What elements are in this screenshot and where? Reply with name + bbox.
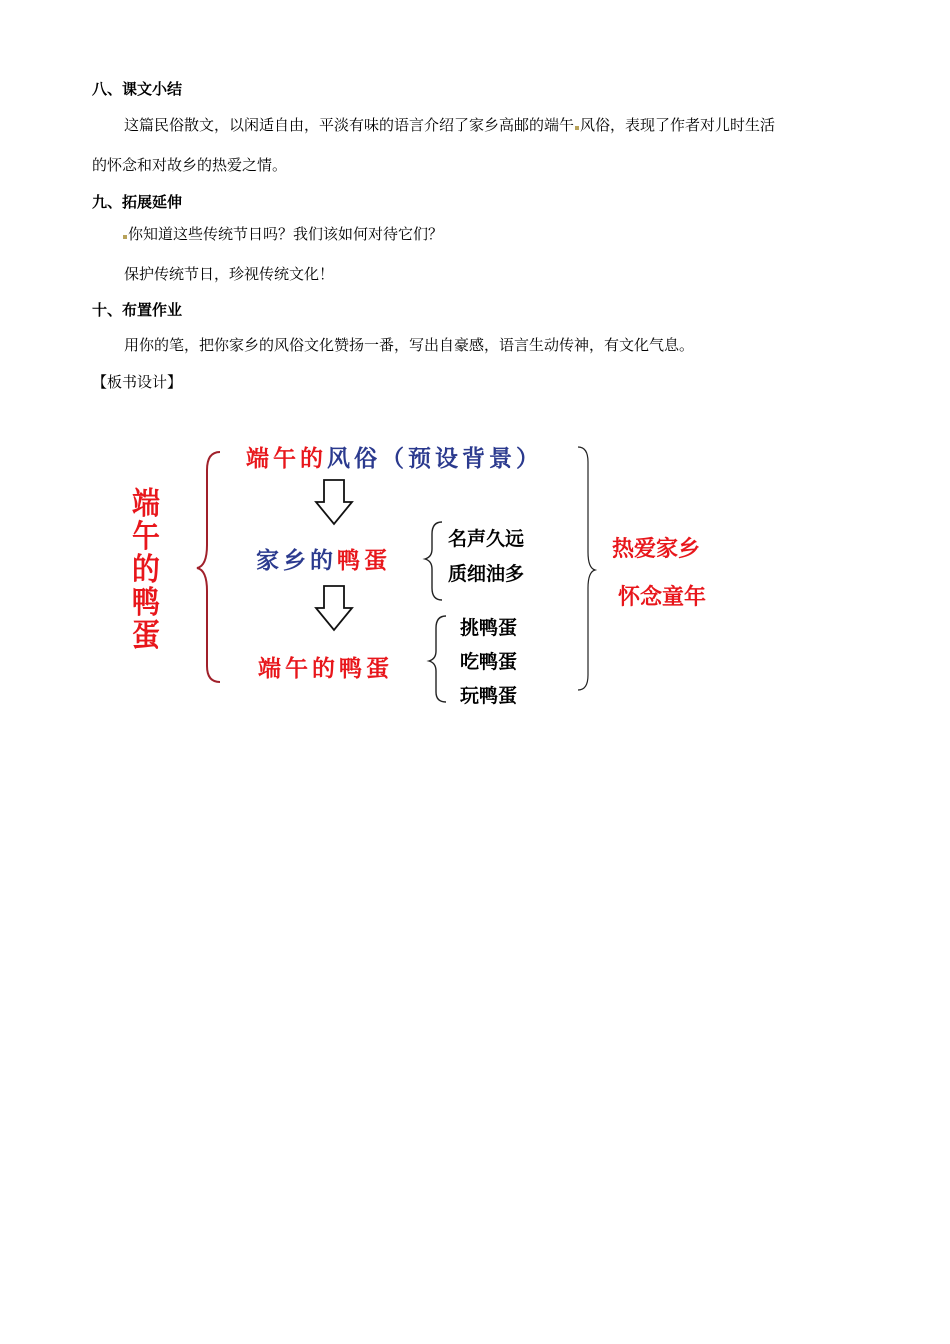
row-2-red-text: 鸭蛋	[337, 548, 391, 574]
down-arrow-2	[316, 586, 352, 630]
summary-love-hometown: 热爱家乡	[612, 537, 701, 562]
main-right-brace	[578, 447, 595, 690]
row-1-red-text: 端午的	[246, 446, 327, 472]
section-9-line-1-text: 你知道这些传统节日吗？我们该如何对待它们？	[128, 225, 444, 243]
section-8-line-2: 的怀念和对故乡的热爱之情。	[92, 156, 288, 174]
row-2-item-2: 质细油多	[448, 563, 525, 585]
summary-miss-childhood: 怀念童年	[618, 585, 707, 610]
row-3-item-1: 挑鸭蛋	[460, 617, 518, 639]
section-10-line-1: 用你的笔，把你家乡的风俗文化赞扬一番，写出自豪感，语言生动传神，有文化气息。	[124, 336, 695, 354]
board-vertical-title: 端午的鸭蛋	[132, 486, 160, 654]
section-9-line-2: 保护传统节日，珍视传统文化！	[124, 265, 335, 283]
board-row-1	[246, 440, 543, 473]
main-left-brace	[197, 452, 220, 682]
brace-row3	[429, 616, 446, 702]
board-design-label: 【板书设计】	[92, 373, 183, 391]
down-arrow-1	[316, 480, 352, 524]
board-row-3: 端午的鸭蛋	[258, 656, 393, 682]
row-2-navy-text: 家乡的	[256, 548, 337, 574]
section-8-heading: 八、课文小结	[92, 80, 183, 98]
row-1-navy-text: 风俗（预设背景）	[327, 446, 543, 472]
section-9-heading: 九、拓展延伸	[92, 193, 183, 211]
section-8-line-1-text: 这篇民俗散文，以闲适自由，平淡有味的语言介绍了家乡高邮的端午	[124, 116, 575, 134]
section-10-heading: 十、布置作业	[92, 301, 183, 319]
board-row-2	[256, 542, 391, 575]
row-2-item-1: 名声久远	[448, 528, 525, 550]
brace-row2	[425, 522, 442, 600]
section-8-line-1-tail: 风俗，表现了作者对儿时生活	[580, 116, 776, 134]
row-3-item-3: 玩鸭蛋	[460, 685, 518, 707]
row-3-item-2: 吃鸭蛋	[460, 651, 518, 673]
